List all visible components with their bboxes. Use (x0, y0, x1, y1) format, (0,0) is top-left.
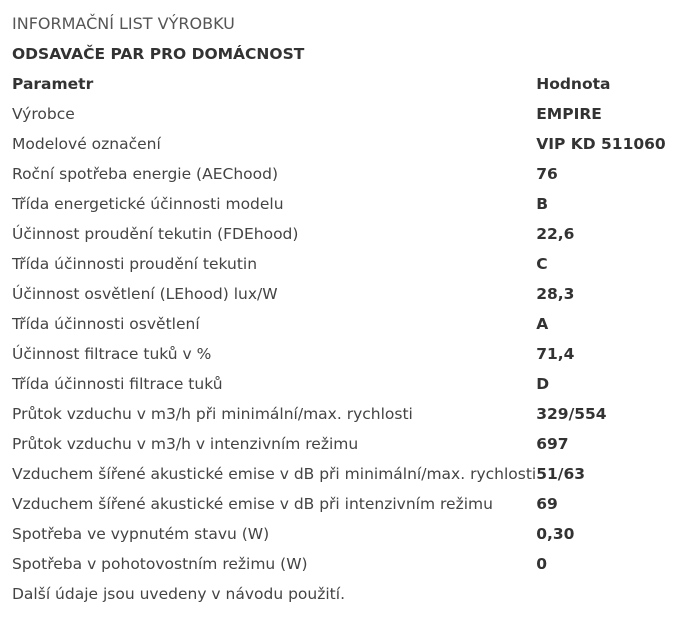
param-value: 697 (536, 435, 569, 453)
param-value: 22,6 (536, 225, 575, 243)
param-value: C (536, 255, 548, 273)
table-row (12, 519, 672, 549)
table-row (12, 399, 672, 429)
header-param: Parametr (12, 75, 94, 93)
sheet-subtitle: ODSAVAČE PAR PRO DOMÁCNOST (12, 45, 305, 63)
param-value: VIP KD 511060 (536, 135, 666, 153)
param-label: Vzduchem šířené akustické emise v dB při intenzivním režimu (12, 495, 493, 513)
param-label: Modelové označení (12, 135, 161, 153)
header-value: Hodnota (536, 75, 611, 93)
param-label: Účinnost proudění tekutin (FDEhood) (12, 225, 299, 243)
param-value: 28,3 (536, 285, 575, 303)
param-label: Průtok vzduchu v m3/h v intenzivním režimu (12, 435, 359, 453)
param-value: 76 (536, 165, 558, 183)
param-label: Třída energetické účinnosti modelu (12, 195, 284, 213)
param-label: Roční spotřeba energie (AEChood) (12, 165, 278, 183)
sheet-title: INFORMAČNÍ LIST VÝROBKU (12, 14, 235, 33)
table-row (12, 189, 672, 219)
table-row (12, 249, 672, 279)
table-row (12, 429, 672, 459)
table-row (12, 279, 672, 309)
parameter-table (12, 69, 672, 579)
table-row (12, 339, 672, 369)
table-row (12, 549, 672, 579)
param-value: 51/63 (536, 465, 586, 483)
param-label: Spotřeba v pohotovostním režimu (W) (12, 555, 308, 573)
table-row (12, 489, 672, 519)
table-row (12, 459, 672, 489)
param-value: 69 (536, 495, 558, 513)
footnote: Další údaje jsou uvedeny v návodu použití. (12, 585, 345, 603)
param-value: A (536, 315, 549, 333)
param-label: Třída účinnosti filtrace tuků (12, 375, 223, 393)
param-value: D (536, 375, 550, 393)
param-label: Účinnost filtrace tuků v % (12, 345, 212, 363)
param-label: Průtok vzduchu v m3/h při minimální/max. rychlosti (12, 405, 413, 423)
param-value: 71,4 (536, 345, 575, 363)
param-label: Výrobce (12, 105, 75, 123)
table-row (12, 159, 672, 189)
table-row (12, 129, 672, 159)
product-info-sheet (0, 9, 700, 609)
table-row (12, 309, 672, 339)
table-row (12, 99, 672, 129)
param-label: Třída účinnosti osvětlení (12, 315, 200, 333)
param-value: EMPIRE (536, 105, 602, 123)
param-label: Vzduchem šířené akustické emise v dB při minimální/max. rychlosti (12, 465, 537, 483)
param-label: Spotřeba ve vypnutém stavu (W) (12, 525, 270, 543)
param-value: 0,30 (536, 525, 575, 543)
param-value: B (536, 195, 549, 213)
param-label: Třída účinnosti proudění tekutin (12, 255, 258, 273)
param-label: Účinnost osvětlení (LEhood) lux/W (12, 285, 278, 303)
table-header-row (12, 69, 672, 99)
param-value: 329/554 (536, 405, 607, 423)
param-value: 0 (536, 555, 548, 573)
table-row (12, 369, 672, 399)
table-body (12, 99, 672, 579)
table-row (12, 219, 672, 249)
